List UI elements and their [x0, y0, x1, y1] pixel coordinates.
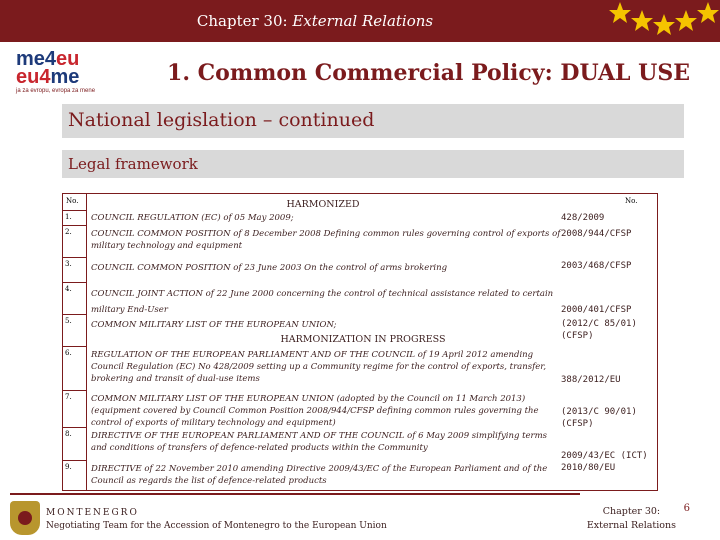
page-title: 1. Common Commercial Policy: DUAL USE [167, 60, 690, 86]
row-number: 1. [65, 213, 72, 221]
legislation-table [62, 193, 658, 491]
row-description: COMMON MILITARY LIST OF THE EUROPEAN UNION; [91, 320, 337, 330]
row-number: 4. [65, 285, 72, 293]
row-reference: 2009/43/EC (ICT) [561, 451, 648, 461]
row-reference: 428/2009 [561, 213, 605, 223]
row-number: 7. [65, 393, 72, 401]
star-icon [653, 14, 675, 35]
chapter-heading [0, 12, 630, 30]
harmonization-header: HARMONIZATION IN PROGRESS [280, 334, 446, 345]
row-reference: 2010/80/EU [561, 463, 616, 473]
footer-chapter: Chapter 30: External Relations [586, 506, 676, 531]
row-reference: 2000/401/CFSP [561, 305, 632, 315]
row-description: DIRECTIVE OF THE EUROPEAN PARLIAMENT AND OF THE COUNCIL of 6 May 2009 simplifying terms and conditions of transfers of defence-related products within the Community [91, 431, 548, 453]
footer-country: MONTENEGRO [46, 508, 139, 518]
row-description: COUNCIL COMMON POSITION of 8 December 2008 Defining common rules governing control of exports of military technology and equipment [91, 229, 561, 251]
row-reference: 2008/944/CFSP [561, 229, 632, 239]
harmonized-header: HARMONIZED [286, 199, 360, 210]
row-description: COMMON MILITARY LIST OF THE EUROPEAN UNION (adopted by the Council on 11 March 2013) (equipment covered by Council Common Position 2008/944/CFSP defining common rules governing the control of exports of military technology and equipment) [91, 394, 539, 428]
me4eu-logo: me4eu eu4me ja za evropu, evropa za mene [16, 48, 96, 94]
row-reference: (2013/C 90/01) (CFSP) [561, 407, 637, 429]
row-reference: 2003/468/CFSP [561, 261, 632, 271]
chapter-prefix: Chapter 30: [196, 12, 293, 30]
section-bar: Legal framework [62, 150, 684, 178]
row-description: COUNCIL JOINT ACTION of 22 June 2000 concerning the control of technical assistance related to certain military End-User [91, 289, 554, 315]
number-column [63, 194, 87, 490]
row-number: 6. [65, 349, 72, 357]
row-reference: (2012/C 85/01) (CFSP) [561, 319, 637, 341]
row-number: 3. [65, 260, 72, 268]
row-description: DIRECTIVE of 22 November 2010 amending Directive 2009/43/EC of the European Parliament and of the Council as regards the list of defence-related products [91, 464, 548, 486]
footer [0, 493, 720, 540]
row-number: 9. [65, 463, 72, 471]
star-icon [609, 2, 631, 23]
star-icon [697, 2, 719, 23]
montenegro-coat-of-arms-icon [10, 501, 40, 535]
star-icon [675, 10, 697, 31]
subtitle-bar: National legislation – continued [62, 104, 684, 138]
star-icon [631, 10, 653, 31]
row-description: COUNCIL REGULATION (EC) of 05 May 2009; [91, 213, 294, 223]
row-description: COUNCIL COMMON POSITION of 23 June 2003 On the control of arms brokering [91, 263, 448, 273]
chapter-name: External Relations [292, 12, 434, 30]
eu-stars-icon [580, 0, 720, 42]
header-bar [0, 0, 720, 42]
row-number: 8. [65, 430, 72, 438]
row-number: 5. [65, 317, 72, 325]
page-number: 6 [683, 503, 690, 514]
footer-team: Negotiating Team for the Accession of Montenegro to the European Union [46, 521, 387, 531]
col-header-no: No. [66, 197, 79, 205]
row-reference: 388/2012/EU [561, 375, 621, 385]
row-number: 2. [65, 228, 72, 236]
row-description: REGULATION OF THE EUROPEAN PARLIAMENT AND OF THE COUNCIL of 19 April 2012 amending Council Regulation (EC) No 428/2009 setting up a Community regime for the control of exports, transfer, brokering and transit of dual-use items [91, 350, 547, 384]
col-header-no-right: No. [625, 197, 638, 205]
